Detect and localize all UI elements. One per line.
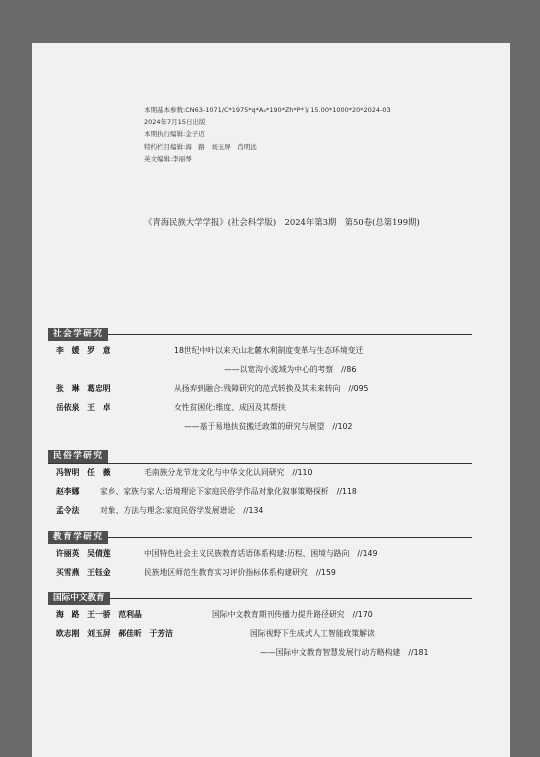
section-rule bbox=[48, 334, 472, 335]
entry-page: //159 bbox=[315, 568, 336, 577]
issue-metadata bbox=[144, 104, 391, 165]
toc-entry-subtitle[interactable] bbox=[48, 643, 472, 662]
section-label: 社会学研究 bbox=[48, 328, 108, 341]
entry-title: 毛南族分龙节龙文化与中华文化认同研究 bbox=[144, 468, 285, 477]
entry-title: 国际中文教育期刊传播力提升路径研究 bbox=[212, 610, 345, 619]
entry-title: 对象、方法与理念:家庭民俗学发展谱论 bbox=[100, 506, 236, 515]
entry-authors: 张 琳 葛忠明 bbox=[56, 384, 111, 393]
meta-executive-editor: 本期执行编辑:金子迈 bbox=[144, 130, 205, 139]
section-label: 国际中文教育 bbox=[48, 592, 110, 605]
entry-authors: 许丽英 吴倩莲 bbox=[56, 549, 111, 558]
section-rule bbox=[48, 598, 472, 599]
toc-entry[interactable] bbox=[48, 501, 472, 520]
toc-entry[interactable] bbox=[48, 341, 472, 360]
entry-authors: 岳依泉 王 卓 bbox=[56, 403, 111, 412]
section-rule bbox=[48, 537, 472, 538]
entry-page: //118 bbox=[336, 487, 357, 496]
journal-issue-line: 《青海民族大学学报》(社会科学版) 2024年第3期 第50卷(总第199期) bbox=[144, 217, 420, 227]
entry-title: 家乡、家族与家人:语境理论下家庭民俗学作品对象化叙事策略探析 bbox=[100, 487, 329, 496]
toc-entry-subtitle[interactable] bbox=[48, 417, 472, 436]
toc-entry[interactable] bbox=[48, 463, 472, 482]
entry-page: //149 bbox=[357, 549, 378, 558]
entry-subtitle: ——基于易地扶贫搬迁政策的研究与展望 bbox=[184, 422, 325, 431]
meta-publish-date: 2024年7月15日出版 bbox=[144, 118, 206, 127]
section-header bbox=[48, 450, 472, 463]
meta-english-editor: 英文编辑:李丽琴 bbox=[144, 154, 192, 163]
entry-authors: 赵李娜 bbox=[56, 487, 80, 496]
entry-authors: 海 路 王一骄 范利晶 bbox=[56, 610, 142, 619]
entry-title: 18世纪中叶以来天山北麓水利制度变革与生态环境变迁 bbox=[174, 346, 364, 355]
entry-authors: 孟令法 bbox=[56, 506, 80, 515]
section-folklore bbox=[48, 450, 472, 520]
entry-authors: 买雪燕 王钰金 bbox=[56, 568, 111, 577]
entry-page: //181 bbox=[408, 648, 429, 657]
section-header bbox=[48, 531, 472, 544]
entry-page: //110 bbox=[292, 468, 313, 477]
entry-title: 中国特色社会主义民族教育话语体系构建:历程、困境与路向 bbox=[144, 549, 350, 558]
section-header bbox=[48, 328, 472, 341]
section-education bbox=[48, 531, 472, 582]
entry-authors: 欧志刚 刘玉屏 郝佳昕 于芳洁 bbox=[56, 629, 173, 638]
entry-page: //102 bbox=[332, 422, 353, 431]
section-label: 教育学研究 bbox=[48, 531, 108, 544]
section-header bbox=[48, 592, 472, 605]
entry-subtitle: ——国际中文教育智慧发展行动方略构建 bbox=[260, 648, 401, 657]
toc-entry[interactable] bbox=[48, 624, 472, 643]
toc-entry[interactable] bbox=[48, 605, 472, 624]
entry-title: 从扬弃到融合:残障研究的范式转换及其未来转向 bbox=[174, 384, 341, 393]
toc-entry[interactable] bbox=[48, 563, 472, 582]
section-label: 民俗学研究 bbox=[48, 450, 108, 463]
toc-entry[interactable] bbox=[48, 482, 472, 501]
entry-authors: 李 媛 罗 意 bbox=[56, 346, 111, 355]
entry-page: //095 bbox=[348, 384, 369, 393]
entry-page: //170 bbox=[352, 610, 373, 619]
entry-title: 民族地区师范生教育实习评价指标体系构建研究 bbox=[144, 568, 308, 577]
section-international-chinese-education bbox=[48, 592, 472, 662]
toc-entry[interactable] bbox=[48, 398, 472, 417]
toc-entry[interactable] bbox=[48, 379, 472, 398]
entry-subtitle: ——以宽沟小流域为中心的考察 bbox=[224, 365, 334, 374]
section-sociology bbox=[48, 328, 472, 436]
meta-parameters: 本期基本参数:CN63-1071/C*1975*q*A₄*190*Zh*P*￥15.00*1000*20*2024-03 bbox=[144, 106, 391, 114]
toc-entry-subtitle[interactable] bbox=[48, 360, 472, 379]
entry-authors: 冯智明 任 薇 bbox=[56, 468, 111, 477]
entry-title: 国际视野下生成式人工智能政策解读 bbox=[250, 629, 375, 638]
entry-page: //86 bbox=[341, 365, 357, 374]
entry-title: 女性贫困化:维度、成因及其帮扶 bbox=[174, 403, 286, 412]
entry-page: //134 bbox=[243, 506, 264, 515]
meta-column-editors: 特约栏目编辑:海 路 刘玉屏 肖明远 bbox=[144, 142, 257, 151]
toc-entry[interactable] bbox=[48, 544, 472, 563]
